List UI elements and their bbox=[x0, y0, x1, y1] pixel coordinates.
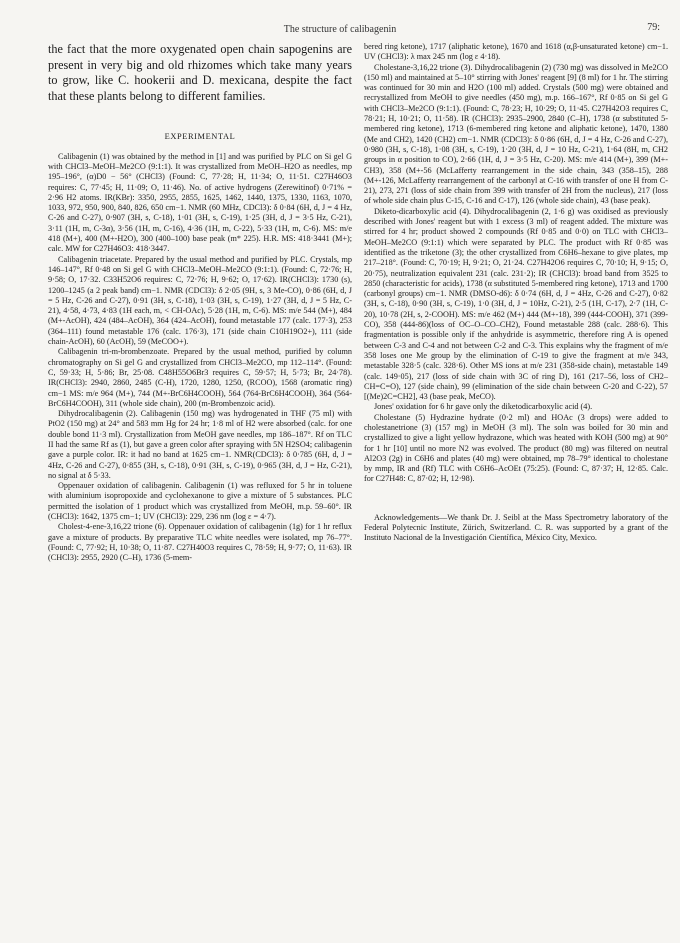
paragraph-diketo-acid: Diketo-dicarboxylic acid (4). Dihydrocalibagenin (2, 1·6 g) was oxidised as previously described with Jones' reagent but with 1 excess (3 ml) of reagent added. The mixture was stirred for 4 hr; product showed 2 compounds (Rf 0·85 and 0·0) on TLC with CHCl3–MeOH–Me2CO (9:1:1) which were separated by PLC. The product with Rf 0·85 was identified as the triketone (3); the other crystallized from C6H6–hexane to give plates, mp 217–218°. (Found: C, 70·19; H, 9·21; O, 21·24. C27H42O6 requires C, 70·10; H, 9·15; O, 20·75), neutralization equivalent 231 (calc. 231·2); IR (CHCl3): broad band from 3525 to 2850 (characteristic for acids), 1738 (α substituted 5-membered ring ketone), 1713 and 1700 (carbonyl groups) cm−1. NMR (DMSO-d6): δ 0·74 (6H, d, J = 4Hz, C-26 and C-27), 0·82 (3H, s, C-18), 0·90 (3H, s, C-19), 1·0 (3H, d, J = 10Hz, C-21), 2·5 (1H, C-17), 2·7 (1H, C-20), 10·78 (2H, s, 2-COOH). MS: m/e 462 (M+) 444 (M+-18), 399 (444-COOH), 371 (399-CO), 358 (444-86)(loss of OC–O–CO–CH2), Found metastable 288 (calc. 288·6). This fragmentation is possible only if the anhydride is asymmetric, therefore ring A is opened between C-3 and C-4 and not between C-2 and C-3. This explains why the fragment of m/e 358 loses one Me group by the elimination of C-19 to give the fragment at m/e 343, metastable 328·5 (calc. 328·6). Other MS ions at m/e 231 (358-side chain), metastable 149 (calc. 149·05), 217 (loss of side chain with 3C of ring D), 161 (217–56, loss of CH2–CH=C=O), 127 (side chain), 99 (elimination of the side chain between C-20 and C-22), 57 [(Me)2C=CH2], 43 (base peak, MeCO). bbox=[364, 206, 668, 402]
running-title: The structure of calibagenin bbox=[283, 24, 397, 35]
paragraph-jones-oxidation: Jones' oxidation for 6 hr gave only the diketodicarboxylic acid (4). bbox=[374, 402, 593, 412]
paragraph-tribrombenzoate: Calibagenin tri-m-brombenzoate. Prepared by the usual method, purified by column chromatography on Si gel G and crystallized from CHCl3–Me2CO, mp 112–114°. (Found: C, 59·33; H, 5·86; Br, 25·08. C48H55O6Br3 requires C, 59·57; H, 5·73; Br, 24·78). IR(CHCl3): 2940, 2860, 2485 (C-H), 1720, 1280, 1250, (RCOO), 1568 (aromatic ring) cm−1 MS: m/e 964 (M+), 744 (M+-BrC6H4COOH), 564 (764-BrC6H4COOH), 364 (564-BrC6H4COOH), 311 (whole side chain), 200 (m-Brombenzoic acid). bbox=[48, 347, 352, 408]
section-heading-experimental: EXPERIMENTAL bbox=[164, 132, 236, 142]
left-column bbox=[48, 42, 352, 564]
paragraph-calibagenin: Calibagenin (1) was obtained by the method in [1] and was purified by PLC on Si gel G with CHCl3–MeOH–Me2CO (9:1:1). It was crystallized from MeOH–H2O as needles, mp 195–196°, (α)D0 − 56° (CHCl3) (Found: C, 77·28; H, 11·34; O, 11·51. C27H46O3 requires: C, 77·45; H, 11·09; O, 11·46). No. of active hydrogens (Zerewitinof) 0·71% = 2·96 H2 atoms. IR(KBr): 3350, 2955, 2855, 1625, 1462, 1440, 1375, 1330, 1163, 1070, 1033, 972, 950, 900, 840, 826, 650 cm−1. NMR (60 MHz, CDCl3): δ 0·84 (6H, d, J = 4 Hz, C-26 and C-27), 0·907 (3H, s, C-18), 1·01 (3H, s, C-19), 1·25 (3H, d, J = 3·5 Hz, C-21), 3·11 (1H, m, C-3α), 3·56 (1H, m, C-16), 4·36 (1H, m, C-22), 5·33 (1H, m, C-6). MS: m/e 418 (M+), 400 (M+-H2O), 300 (400–100) base peak (m* 225). H.R. MS: 418·3441 (M+); calc. MW for C27H46O3: 418·3447. bbox=[48, 151, 352, 254]
paragraph-oppenauer-oxidation: Oppenauer oxidation of calibagenin. Calibagenin (1) was refluxed for 5 hr in toluene with aluminium isopropoxide and cyclohexanone to give a mixture of 5 substances. PLC permitted the isolation of 1 product which was crystallized from MeOH, m.p. 59–60°. IR (CHCl3): 1642, 1375 cm−1; UV (CHCl3): 229, 236 nm (log ε = 4·7). bbox=[48, 481, 352, 522]
page-number: 79: bbox=[647, 22, 660, 33]
right-column bbox=[364, 42, 668, 544]
paragraph-calibagenin-triacetate: Calibagenin triacetate. Prepared by the usual method and purified by PLC. Crystals, mp 146–147°, Rf 0·48 on Si gel G with CHCl3–MeOH–Me2CO (9:1:1). (Found: C, 72·76; H, 9·58; O, 17·32. C33H52O6 requires: C, 72·76; H, 9·62; O, 17·62). IR(CHCl3): 1730 (s), 1200–1245 (a 2 peak band) cm−1. NMR (CDCl3): δ 2·05 (9H, s, 3 Me-CO), 0·86 (6H, d, J = 5 Hz, C-26 and C-27), 0·91 (3H, s, C-18), 1·03 (3H, s, C-19), 1·27 (3H, d, J = 5 Hz, C-21), 4·58, 4·73, 4·83 (1H each, m, < CH-OAc), 5·28 (1H, m, C-6). MS: m/e 544 (M+), 484 (M+-AcOH), 424 (484–AcOH), 364 (424–AcOH), found metastable 177 (calc. 177·3), 253 (364–111) found metastable 176 (calc. 176·3), 171 (side chain C10H19O2+), 111 (side chain-AcOH), 60 (AcOH), 59 (MeCOO+). bbox=[48, 254, 352, 347]
paragraph-cholestenetrione: Cholest-4-ene-3,16,22 trione (6). Oppenauer oxidation of calibagenin (1g) for 1 hr reflux gave a mixture of products. By preparative TLC white needles were isolated, mp 76–77°. (Found: C, 77·92; H, 10·38; O, 11·87. C27H40O3 requires C, 78·59; H, 9·77; O, 11·63). IR (CHCl3): 2955, 2920 (C–H), 1736 (5-mem- bbox=[48, 522, 352, 563]
acknowledgements: Acknowledgements—We thank Dr. J. Seibl at the Mass Spectrometry laboratory of the Federal Polytecnic Institute, Zürich, Switzerland. C. R. was supported by a grant of the Instituto Nacional de la Investigación Científica, México City, Mexico. bbox=[364, 512, 668, 543]
paragraph-continued: bered ring ketone), 1717 (aliphatic ketone), 1670 and 1618 (α,β-unsaturated ketone) cm−1. UV (CHCl3): λ max 245 nm (log ε 4·18). bbox=[364, 42, 668, 62]
lead-paragraph: the fact that the more oxygenated open chain sapogenins are present in very big and old rhizomes which take many years to grow, like C. hookerii and D. mexicana, despite the fact that these plants belong to different families. bbox=[48, 42, 352, 103]
paragraph-dihydrocalibagenin: Dihydrocalibagenin (2). Calibagenin (150 mg) was hydrogenated in THF (75 ml) with PtO2 (150 mg) at 24° and 583 mm Hg for 24 hr; 1·8 ml of H2 were absorbed (calc. for one double bond 11·3 ml). Crystallization from MeOH gave needles, mp 186–187°. Rf on TLC II had the same Rf as (1), but gave a green color after spraying with 5N H2SO4; calibagenin gave a purple color. IR: it had no band at 1625 cm−1. NMR(CDCl3): δ 0·785 (6H, d, J = 4Hz, C-26 and C-27), 0·855 (3H, s, C-18), 0·91 (3H, s, C-19), 0·965 (3H, d, J = Hz, C-21), no signal at δ 5·33. bbox=[48, 409, 352, 480]
paragraph-cholestane: Cholestane (5) Hydrazine hydrate (0·2 ml) and HOAc (3 drops) were added to cholestanetrione (3) (157 mg) in MeOH (3 ml). The soln was boiled for 30 min and crystallized to give a light yellow hydrazone, which was heated with KOH (500 mg) at 90° for 1 hr [10] until no more N2 was evolved. The product (80 mg) was filtered on neutral Al2O3 (2g) in C6H6 and plates (40 mg) were obtained, mp 78–79° identical to cholestane by mmp, IR and (Rf) TLC with C6H6–AcOEt (75:25). (Found: C, 87·37; H, 12·85. Calc. for C27H48: C, 87·02; H, 12·98). bbox=[364, 412, 668, 484]
paragraph-cholestanetrione: Cholestane-3,16,22 trione (3). Dihydrocalibagenin (2) (730 mg) was dissolved in Me2CO (150 ml) and maintained at 5–10° stirring with Jones' reagent [9] (8 ml) for 1 hr. The stirring was continued for 30 min and H2O (100 ml) added. Crystals (500 mg) were obtained and recrystallized from MeOH to give needles (450 mg), m.p. 166–167°, Rf 0·85 on Si gel G with CHCl3–Me2CO (9:1:1). (Found: C, 78·23; H, 10·29; O, 11·45. C27H42O3 requires C, 78·21; H, 10·21; O, 11·58). IR (CHCl3): 2935–2900, 2840 (C–H), 1738 (α substituted 5-membered ring ketone), 1713 (6-membered ring ketone and aliphatic ketone), 1470, 1380 (Me and CH2), 1420 (CH2) cm−1. NMR (CDCl3): δ 0·86 (6H, d, J = 4 Hz, C-26 and C-27), 0·980 (3H, s, C-18), 1·08 (3H, s, C-19), 1·20 (3H, d, J = 10 Hz, C-21), 1·64 (8H, m, CH2 groups in α position to CO), 2·66 (1H, d, J = 3·5 Hz, C-20). MS: m/e 414 (M+), 399 (M+-CH3), 358 (M+-56 (McLafferty rearrangement in the side chain, 343 (358–15), 288 (M+-126, McLafferty rearrangement of the carbonyl at C-16 with transfer of one H from C-21), 273, 271 (loss of side chain from 399 with transfer of 2H from the nucleus), 217 (loss of whole side chain plus C-15, C-16 and C-17), 126 (whole side chain), 43 (base peak). bbox=[364, 62, 669, 206]
